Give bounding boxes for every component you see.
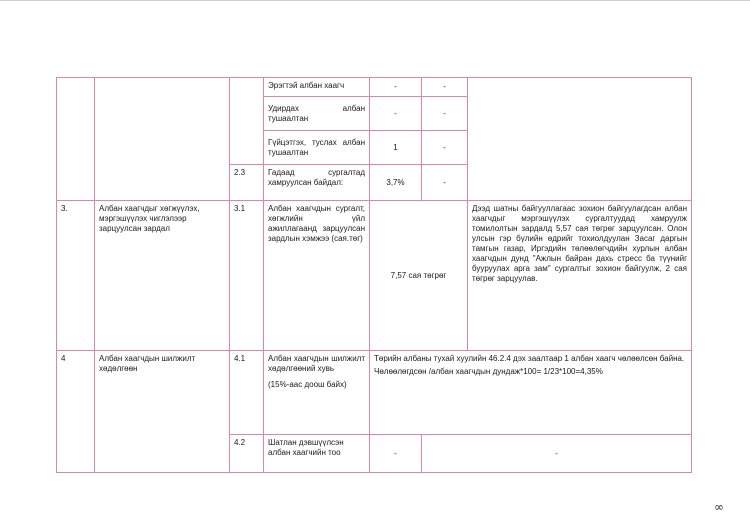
row-title: Албан хаагчдын шилжилт хөдөлгөөн <box>95 351 230 473</box>
hr-report-table <box>56 77 692 473</box>
indicator-cell: Эрэгтэй албан хаагч <box>264 78 370 97</box>
value-cell: - <box>422 78 468 97</box>
indicator-cell: Удирдах албан тушаалтан <box>264 97 370 131</box>
note-paragraph: Төрийн албаны тухай хуулийн 46.2.4 дэх заалтаар 1 албан хаагч чөлөөлсөн байна. <box>374 354 685 363</box>
note-cell: Дээд шатны байгууллагаас зохион байгуулагдсан албан хаагчдыг мэргэшүүлэх сургалтуудад хамруулж томилолтын зардалд 5,57 сая төгрөг зарцуулсан. Олон улсын гэр бүлийн өдрийг тохиолдуулан Засаг даргын тамгын газар, Иргэдийн төлөөлөгчдийн хурлын албан хаагчдын дунд "Ажлын байран дахь стресс ба түүнийг бууруулах арга зам" сургалтыг зохион байгуулж, 2 сая төгрөг зарцуулав. <box>468 201 692 351</box>
indicator-cell: Гадаад сургалтад хамруулсан байдал: <box>264 165 370 201</box>
value-cell: - <box>370 97 422 131</box>
table-row <box>57 201 692 351</box>
value-cell: - <box>422 97 468 131</box>
value-cell: 3,7% <box>370 165 422 201</box>
page-mark: ∞ <box>714 500 724 514</box>
indicator-cell: Гүйцэтгэх, туслах албан тушаалтан <box>264 131 370 165</box>
row-title: Албан хаагчдыг хөгжүүлэх, мэргэшүүлэх чиглэлээр зарцуулсан зардал <box>95 201 230 351</box>
sub-number: 2.3 <box>230 165 264 201</box>
sub-number: 4.2 <box>230 435 264 473</box>
note-formula: Чөлөөлөгдсөн /албан хаагчдын дундаж*100= 1/23*100=4,35% <box>374 367 603 376</box>
value-cell: - <box>422 165 468 201</box>
value-cell: - <box>422 131 468 165</box>
indicator-limit: (15%-аас доош байх) <box>268 380 347 389</box>
indicator-text: Албан хаагчдын шилжилт хөдөлгөөний хувь <box>268 354 365 373</box>
indicator-cell: Шатлан дэвшүүлсэн албан хаагчийн тоо <box>264 435 370 473</box>
empty-num-cell <box>57 78 95 201</box>
sub-number: 4.1 <box>230 351 264 435</box>
empty-title-cell <box>95 78 230 201</box>
page-top-edge <box>0 0 750 1</box>
row-number: 4 <box>57 351 95 473</box>
value-cell: - <box>422 435 692 473</box>
table-row <box>57 351 692 435</box>
indicator-cell: Албан хаагчдын сургалт, хөгжлийн үйл ажиллагаанд зарцуулсан зардлын хэмжээ (сая.төг) <box>264 201 370 351</box>
note-cell <box>370 351 692 435</box>
row-number: 3. <box>57 201 95 351</box>
value-cell: - <box>370 78 422 97</box>
indicator-cell <box>264 351 370 435</box>
value-cell: 1 <box>370 131 422 165</box>
empty-sub-cell <box>230 78 264 165</box>
value-cell: - <box>370 435 422 473</box>
empty-note-cell <box>468 78 692 201</box>
value-cell: 7,57 сая төгрөг <box>370 201 468 351</box>
sub-number: 3.1 <box>230 201 264 351</box>
table-row <box>57 78 692 97</box>
